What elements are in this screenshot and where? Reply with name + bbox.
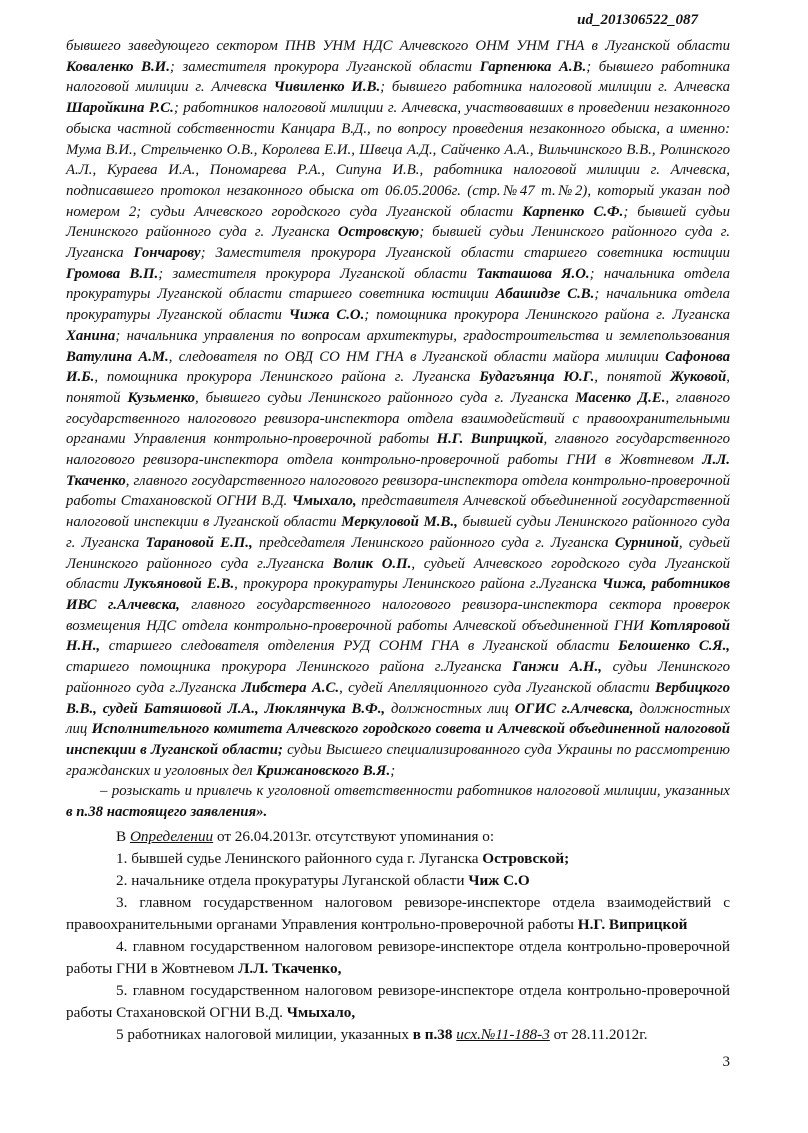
continuation-paragraph (66, 36, 730, 823)
document-id: ud_201306522_087 (577, 12, 698, 28)
demand-paragraph: – розыскать и привлечь к уголовной ответственности работников налоговой милиции, указанных в п.38 настоящего заявления». (66, 783, 730, 821)
names-list-paragraph: бывшего заведующего сектором ПНВ УНМ НДС Алчевского ОНМ УНМ ГНА в Луганской области Коваленко В.И.; заместителя прокурора Луганской области Гарпенюка А.В.; бывшего работника налоговой милиции г. Алчевска Чивиленко И.В.; бывшего работника налоговой милиции г. Алчевска Шаройкина Р.С.; работников налоговой милиции г. Алчевска, участвовавших в проведении незаконного обыска частной собственности Канцара В.Д., по вопросу проведения незаконного обыска, а именно: Мума В.И., Стрельченко О.В., Королева Е.И., Швеца А.Д., Сайченко А.А., Вильчинского В.В., Ролинского А.Л., Кураева И.А., Пономарева Р.А., Сипуна И.В., работника налоговой милиции г. Алчевска, подписавшего протокол незаконного обыска от 06.05.2006г. (стр.№47 т.№2), который указан под номером 2; судьи Алчевского городского суда Луганской области Карпенко С.Ф.; бывшей судьи Ленинского районного суда г. Луганска Островскую; бывшей судьи Ленинского районного суда г. Луганска Гончарову; Заместителя прокурора Луганской области старшего советника юстиции Громова В.П.; заместителя прокурора Луганской области Такташова Я.О.; начальника отдела прокуратуры Луганской области старшего советника юстиции Абашидзе С.В.; начальника отдела прокуратуры Луганской области Чижа С.О.; помощника прокурора Ленинского района г. Луганска Ханина; начальника управления по вопросам архитектуры, градостроительства и землепользования Ватулина А.М., следователя по ОВД СО НМ ГНА в Луганской области майора милиции Сафонова И.Б., помощника прокурора Ленинского района г. Луганска Будагъянца Ю.Г., понятой Жуковой, понятой Кузьменко, бывшего судьи Ленинского районного суда г. Луганска Масенко Д.Е., главного государственного налогового ревизора-инспектора отдела взаимодействий с правоохранительными органами Управления контрольно-проверочной работы Н.Г. Виприцкой, главного государственного налогового ревизора-инспектора отдела контрольно-проверочной работы ГНИ в Жовтневом Л.Л. Ткаченко, главного государственного налогового ревизора-инспектора отдела контрольно-проверочной работы Стахановской ОГНИ В.Д. Чмыхало, представителя Алчевской объединенной государственной налоговой инспекции в Луганской области Меркуловой М.В., бывшей судьи Ленинского районного суда г. Луганска Тарановой Е.П., председателя Ленинского районного суда г. Луганска Сурниной, судьей Ленинского районного суда г.Луганска Волик О.П., судьей Алчевского городского суда Луганской области Лукъяновой Е.В., прокурора прокуратуры Ленинского района г.Луганска Чижа, работников ИВС г.Алчевска, главного государственного налогового ревизора-инспектора сектора проверок возмещения НДС отдела контрольно-проверочной работы Алчевской объединенной ГНИ Котляровой Н.Н., старшего следователя отделения РУД СОНМ ГНА в Луганской области Белошенко С.Я., старшего помощника прокурора Ленинского района г.Луганска Ганжи А.Н., судьи Ленинского районного суда г.Луганска Либстера А.С., судей Апелляционного суда Луганской области Вербицкого В.В., судей Батяшовой Л.А., Люклянчука В.Ф., должностных лиц ОГИС г.Алчевска, должностных лиц Исполнительного комитета Алчевского городского совета и Алчевской объединенной налоговой инспекции в Луганской области; судьи Высшего специализированного суда Украины по рассмотрению гражданских и уголовных дел Крижановского В.Я.; (66, 38, 731, 779)
outgoing-reference: исх.№11-188-3 (456, 1026, 550, 1043)
list-item: 1. бывшей судье Ленинского районного суда г. Луганска Островской; (116, 850, 570, 867)
list-item: 3. главном государственном налоговом ревизоре-инспекторе отдела взаимодействий с правоохранительными органами Управления контрольно-проверочной работы Н.Г. Виприцкой (66, 894, 730, 933)
list-item: 5. главном государственном налоговом ревизоре-инспекторе отдела контрольно-проверочной работы Стахановской ОГНИ В.Д. Чмыхало, (66, 982, 730, 1021)
definition-reference: Определении (129, 828, 214, 845)
list-item-last: 5 работниках налоговой милиции, указанных в п.38 исх.№11-188-3 от 28.11.2012г. (116, 1026, 648, 1043)
page-number: 3 (722, 1054, 730, 1070)
omissions-section (66, 826, 730, 1046)
list-item: 2. начальнике отдела прокуратуры Луганской области Чиж С.О (116, 872, 530, 889)
omissions-intro: В Определении от 26.04.2013г. отсутствуют упоминания о: (116, 828, 495, 845)
list-item: 4. главном государственном налоговом ревизоре-инспекторе отдела контрольно-проверочной работы ГНИ в Жовтневом Л.Л. Ткаченко, (66, 938, 730, 977)
